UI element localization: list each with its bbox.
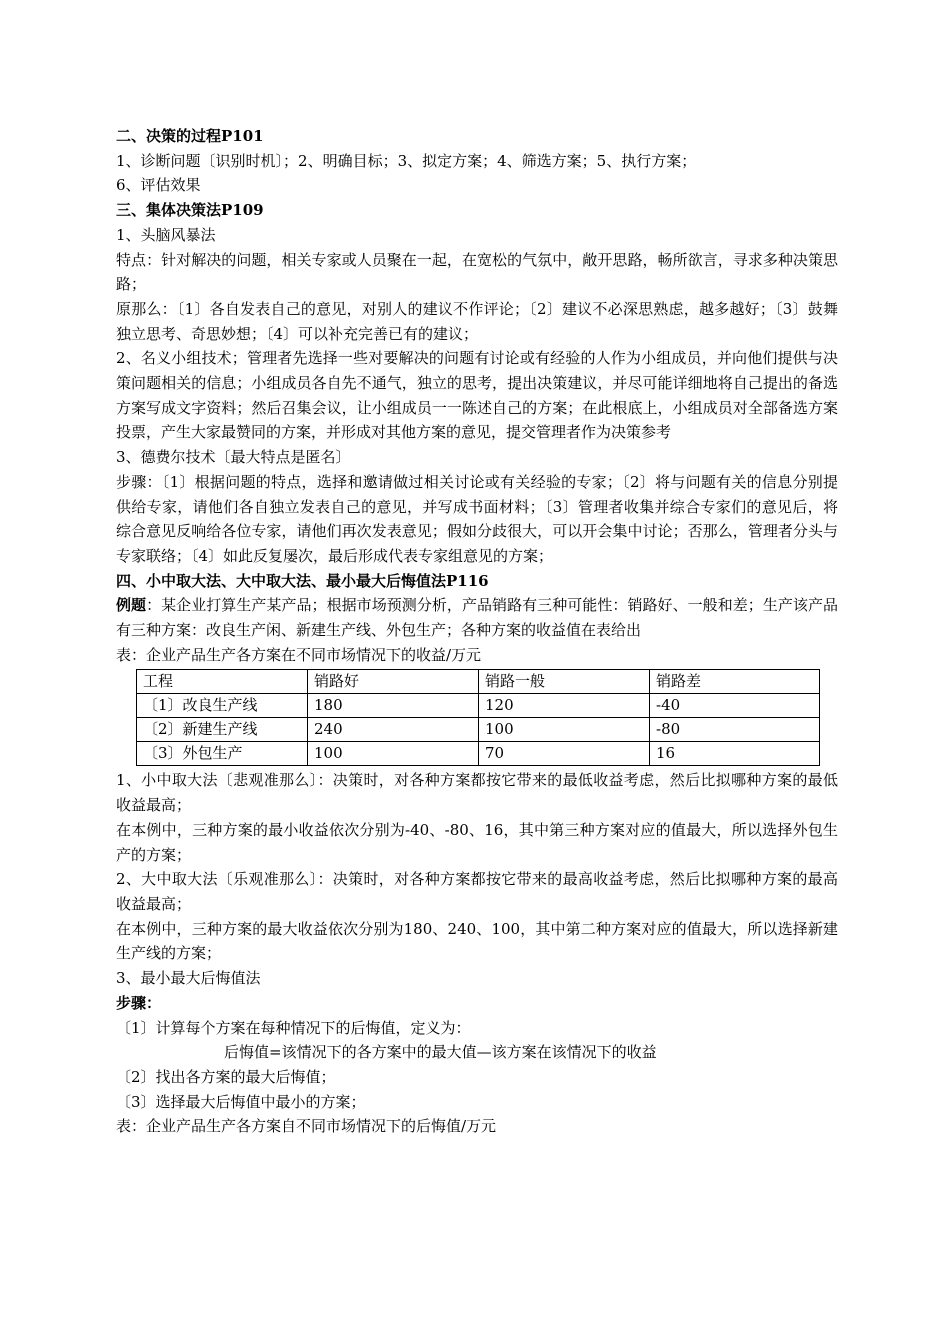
step-3: 〔3〕选择最大后悔值中最小的方案； (116, 1092, 366, 1111)
step-2: 〔2〕找出各方案的最大后悔值； (116, 1067, 336, 1086)
paragraph-delphi-steps: 步骤：〔1〕根据问题的特点，选择和邀请做过相关讨论或有关经验的专家；〔2〕将与问题有关的信息分别提供给专家，请他们各自独立发表自己的意见，并写成书面材料；〔3〕管理者收集并综合专家们的意见后，将综合意见反响给各位专家，请他们再次发表意见；假如分歧很大，可以开会集中讨论；否那么，管理者分头与专家联络；〔4〕如此反复屡次，最后形成代表专家组意见的方案； (116, 472, 838, 565)
paragraph-maximax: 2、大中取大法〔乐观准那么〕：决策时，对各种方案都按它带来的最高收益考虑，然后比拟哪种方案的最高收益最高； (116, 870, 838, 913)
table2-caption: 表：企业产品生产各方案自不同市场情况下的后悔值/万元 (116, 1117, 497, 1136)
table-cell: 70 (479, 742, 650, 766)
paragraph-brainstorm-principles: 原那么：〔1〕各自发表自己的意见，对别人的建议不作评论；〔2〕建议不必深思熟虑，越多越好；〔3〕鼓舞独立思考、奇思妙想；〔4〕可以补充完善已有的建议； (116, 299, 838, 343)
example-text: ：某企业打算生产某产品；根据市场预测分析，产品销路有三种可能性：销路好、一般和差；生产该产品有三种方案：改良生产闲、新建生产线、外包生产；各种方案的收益值在表给出 (116, 596, 838, 640)
table-header-cell: 销路好 (308, 670, 479, 694)
regret-formula: 后悔值=该情况下的各方案中的最大值—该方案在该情况下的收益 (224, 1043, 657, 1062)
table-row (137, 742, 820, 766)
example-label: 例题 (116, 596, 147, 615)
paragraph: 6、评估效果 (116, 176, 201, 195)
paragraph: 1、诊断问题〔识别时机〕；2、明确目标；3、拟定方案；4、筛选方案；5、执行方案； (116, 151, 697, 170)
paragraph-maximin-example: 在本例中，三种方案的最小收益依次分别为-40、-80、16，其中第三种方案对应的值最大，所以选择外包生产的方案； (116, 820, 838, 864)
paragraph-maximax-example: 在本例中，三种方案的最大收益依次分别为180、240、100，其中第二种方案对应的值最大，所以选择新建生产线的方案； (116, 919, 838, 963)
table-header-cell: 工程 (137, 670, 308, 694)
document-body (116, 124, 838, 1139)
paragraph-example (116, 593, 838, 642)
table-cell: -40 (650, 694, 820, 718)
table-cell: 240 (308, 718, 479, 742)
paragraph-maximin: 1、小中取大法〔悲观准那么〕：决策时，对各种方案都按它带来的最低收益考虑，然后比拟哪种方案的最低收益最高； (116, 771, 838, 815)
payoff-table (136, 669, 820, 766)
table-row (137, 694, 820, 718)
table-header-row (137, 670, 820, 694)
steps-label: 步骤： (116, 993, 162, 1012)
table-cell: 120 (479, 694, 650, 718)
table-header-cell: 销路差 (650, 670, 820, 694)
table-header-cell: 销路一般 (479, 670, 650, 694)
table-cell: 〔3〕外包生产 (137, 742, 308, 766)
table-cell: 16 (650, 742, 820, 766)
table-cell: 180 (308, 694, 479, 718)
subheading-delphi: 3、德费尔技术〔最大特点是匿名〕 (116, 448, 351, 467)
subheading-brainstorming: 1、头脑风暴法 (116, 225, 216, 244)
table-cell: 〔1〕改良生产线 (137, 694, 308, 718)
paragraph-brainstorm-features: 特点：针对解决的问题，相关专家或人员聚在一起，在宽松的气氛中，敞开思路，畅所欲言，寻求多种决策思路； (116, 250, 838, 294)
table-cell: 〔2〕新建生产线 (137, 718, 308, 742)
step-1: 〔1〕计算每个方案在每种情况下的后悔值，定义为： (116, 1018, 471, 1037)
subheading-minimax-regret: 3、最小最大后悔值法 (116, 969, 261, 988)
table-caption: 表：企业产品生产各方案在不同市场情况下的收益/万元 (116, 645, 482, 664)
paragraph-nominal-group: 2、名义小组技术；管理者先选择一些对要解决的问题有讨论或有经验的人作为小组成员，并向他们提供与决策问题相关的信息；小组成员各自先不通气，独立的思考，提出决策建议，并尽可能详细地将自己提出的备选方案写成文字资料；然后召集会议，让小组成员一一陈述自己的方案；在此根底上，小组成员对全部备选方案投票，产生大家最赞同的方案，并形成对其他方案的意见，提交管理者作为决策参考 (116, 349, 838, 442)
section-heading-group-decision: 三、集体决策法P109 (116, 201, 264, 220)
table-row (137, 718, 820, 742)
section-heading-decision-criteria: 四、小中取大法、大中取大法、最小最大后悔值法P116 (116, 571, 489, 590)
table-cell: 100 (479, 718, 650, 742)
table-cell: 100 (308, 742, 479, 766)
section-heading-decision-process: 二、决策的过程P101 (116, 127, 264, 145)
table-cell: -80 (650, 718, 820, 742)
